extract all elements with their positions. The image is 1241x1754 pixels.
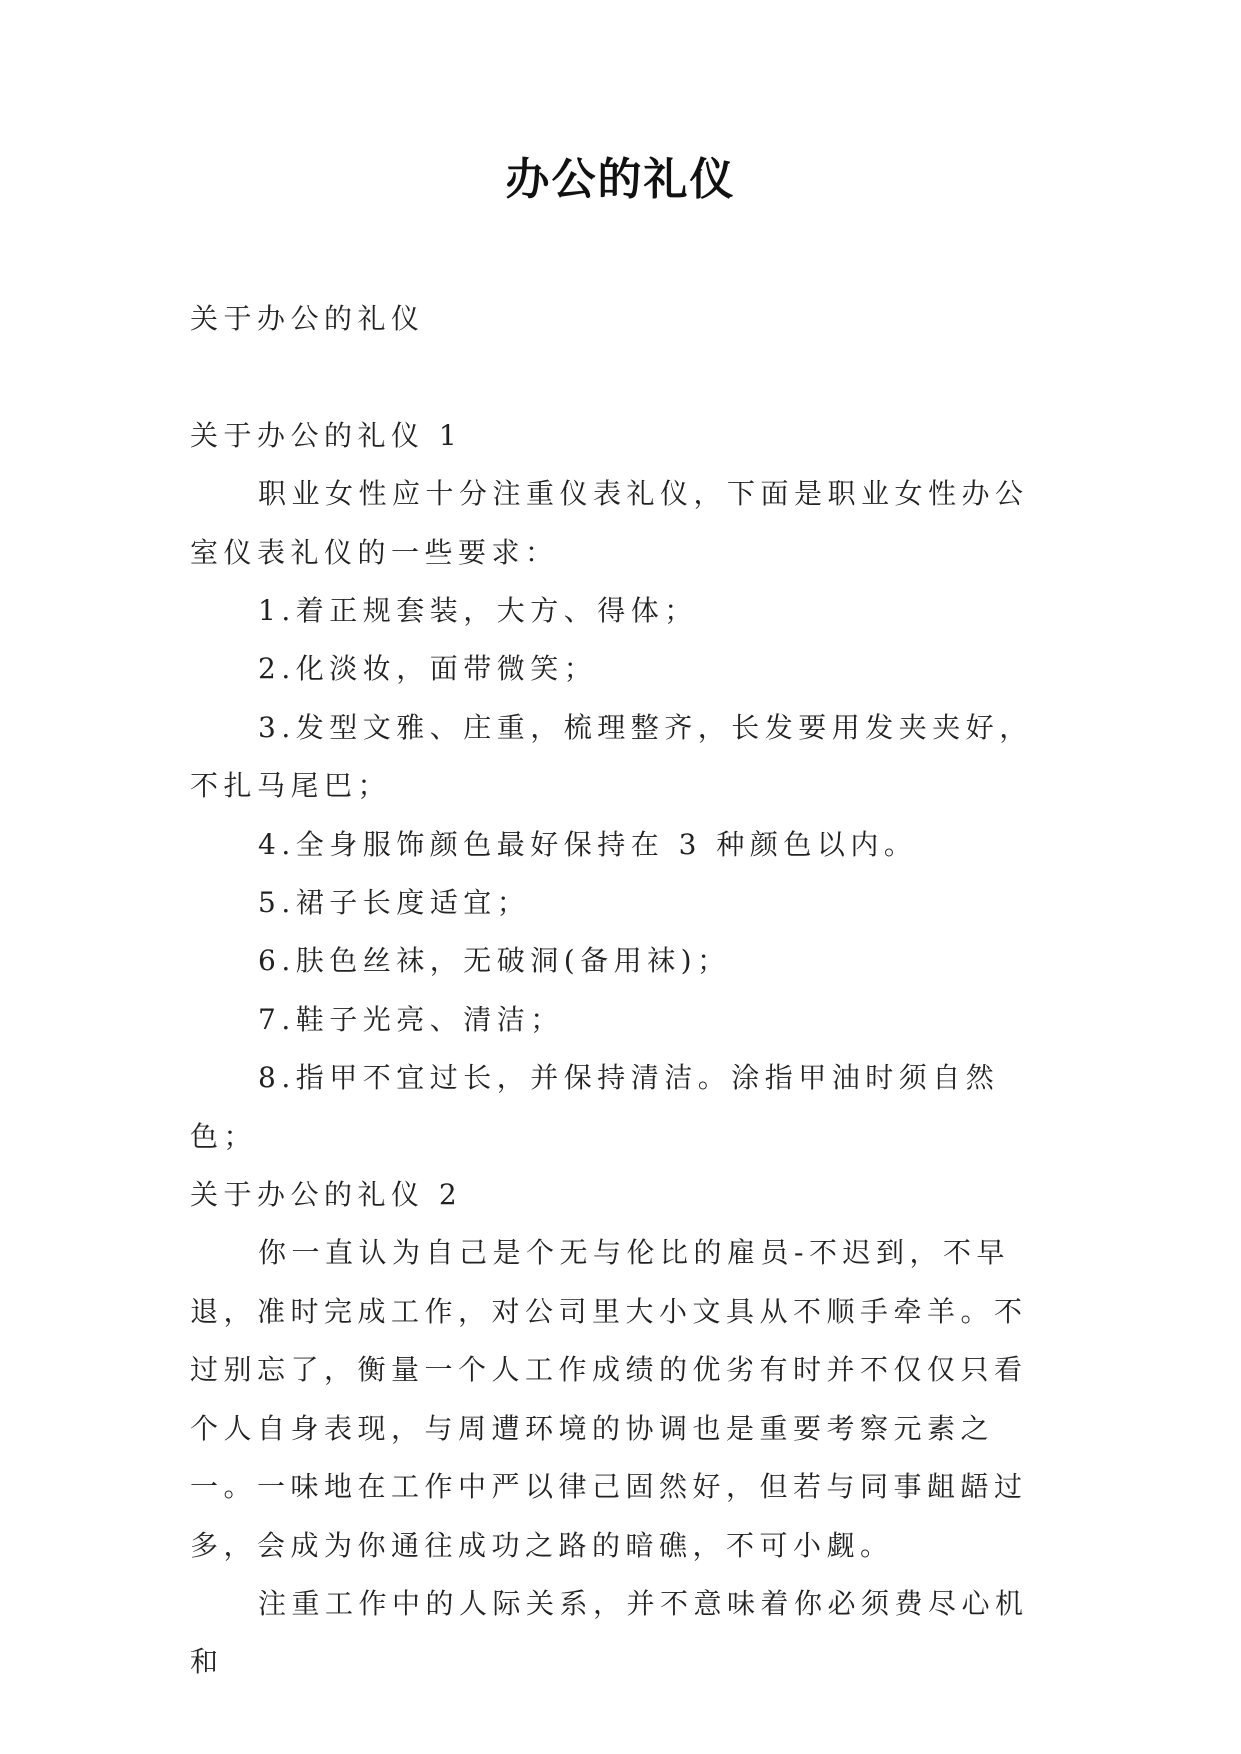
list-item: 5.裙子长度适宜； <box>258 886 531 920</box>
list-item: 4.全身服饰颜色最好保持在 3 种颜色以内。 <box>258 827 918 861</box>
list-item: 8.指甲不宜过长，并保持清洁。涂指甲油时须自然色； <box>190 1061 1000 1153</box>
list-item: 7.鞋子光亮、清洁； <box>258 1002 564 1036</box>
list-item: 2.化淡妆，面带微笑； <box>258 652 598 686</box>
paragraph: 职业女性应十分注重仪表礼仪，下面是职业女性办公室仪表礼仪的一些要求： <box>190 477 1029 569</box>
list-item: 6.肤色丝袜，无破洞(备用袜)； <box>258 944 731 978</box>
list-item: 1.着正规套装，大方、得体； <box>258 594 698 628</box>
section-heading: 关于办公的礼仪 2 <box>190 1178 463 1212</box>
document-body <box>190 290 1052 1692</box>
document-subtitle: 关于办公的礼仪 <box>190 302 425 335</box>
paragraph: 你一直认为自己是个无与伦比的雇员-不迟到，不早退，准时完成工作，对公司里大小文具从不顺手牵羊。不过别忘了，衡量一个人工作成绩的优劣有时并不仅仅只看个人自身表现，与周遭环境的协调也是重要考察元素之一。一味地在工作中严以律己固然好，但若与同事龃龉过多，会成为你通往成功之路的暗礁，不可小觑。 <box>190 1236 1028 1562</box>
paragraph: 注重工作中的人际关系，并不意味着你必须费尽心机和 <box>190 1586 1029 1679</box>
document-title: 办公的礼仪 <box>505 154 736 205</box>
list-item: 3.发型文雅、庄重，梳理整齐，长发要用发夹夹好，不扎马尾巴； <box>190 710 1033 803</box>
section-heading: 关于办公的礼仪 1 <box>190 418 463 452</box>
